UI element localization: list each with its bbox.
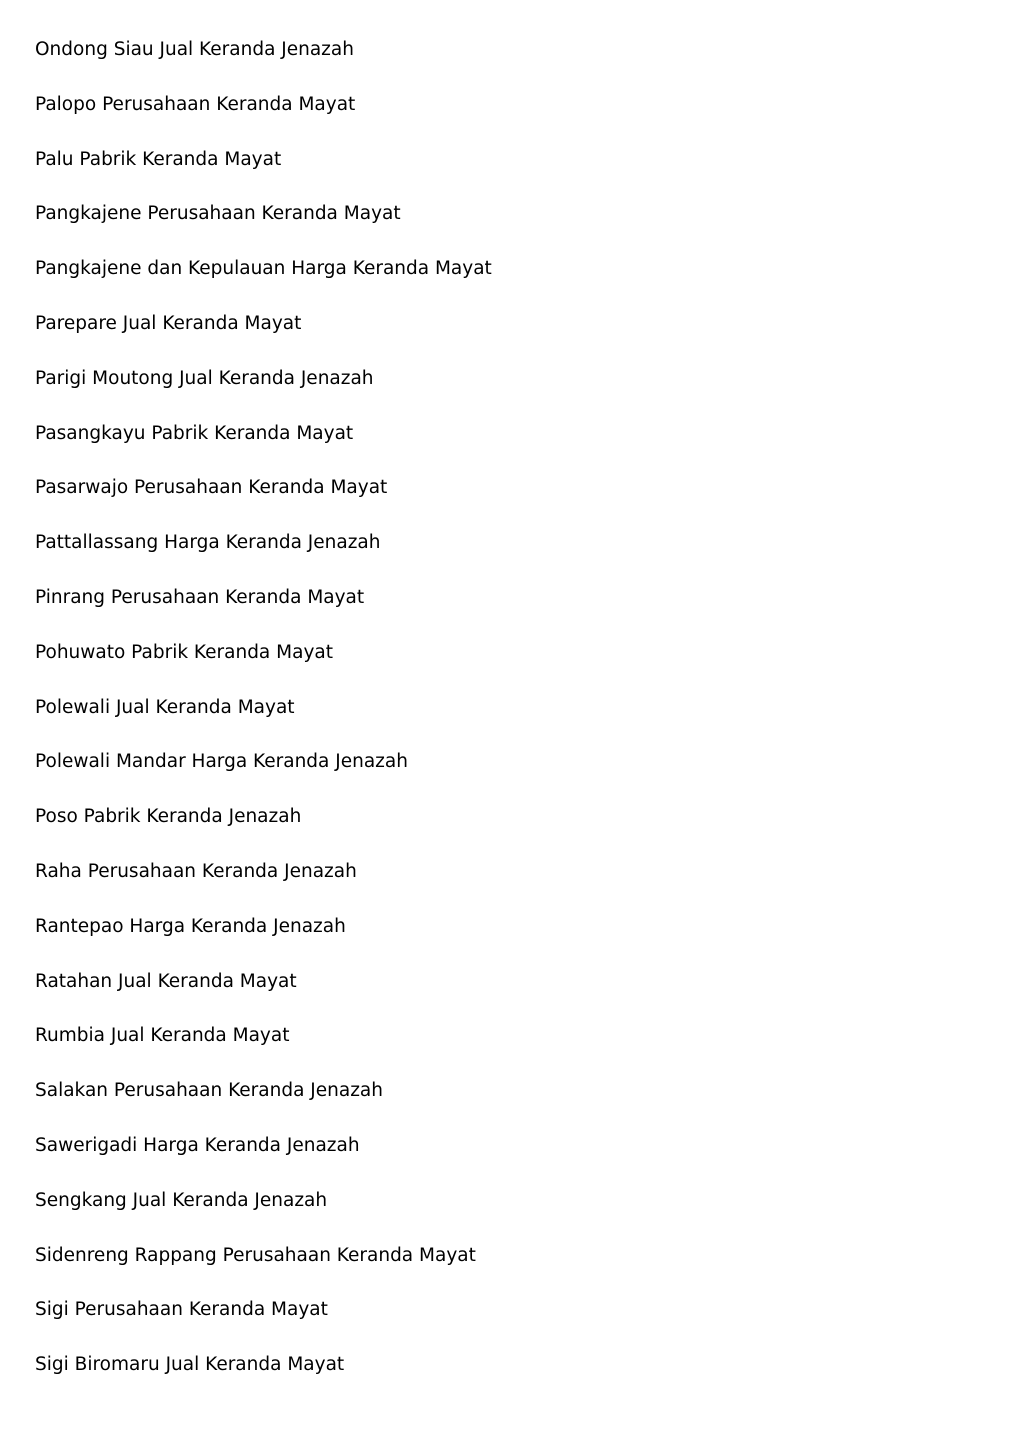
list-item: Ratahan Jual Keranda Mayat: [35, 970, 297, 992]
list-item: Palopo Perusahaan Keranda Mayat: [35, 93, 356, 115]
list-item: Polewali Mandar Harga Keranda Jenazah: [35, 751, 408, 773]
list-item: Pangkajene dan Kepulauan Harga Keranda Mayat: [35, 258, 492, 280]
list-item: Poso Pabrik Keranda Jenazah: [35, 806, 302, 828]
list-item: Salakan Perusahaan Keranda Jenazah: [35, 1080, 383, 1102]
list-item: Pattallassang Harga Keranda Jenazah: [35, 532, 381, 554]
list-item: Parepare Jual Keranda Mayat: [35, 312, 302, 334]
list-item: Rantepao Harga Keranda Jenazah: [35, 915, 346, 937]
list-item: Parigi Moutong Jual Keranda Jenazah: [35, 367, 374, 389]
list-item: Sigi Biromaru Jual Keranda Mayat: [35, 1354, 345, 1376]
list-item: Palu Pabrik Keranda Mayat: [35, 148, 282, 170]
list-item: Pohuwato Pabrik Keranda Mayat: [35, 641, 333, 663]
list-item: Sidenreng Rappang Perusahaan Keranda Mayat: [35, 1244, 476, 1266]
list-item: Polewali Jual Keranda Mayat: [35, 696, 295, 718]
list-item: Sigi Perusahaan Keranda Mayat: [35, 1299, 328, 1321]
list-item: Pinrang Perusahaan Keranda Mayat: [35, 586, 365, 608]
list-item: Ondong Siau Jual Keranda Jenazah: [35, 39, 354, 60]
entry-list: [35, 37, 935, 1407]
list-item: Pasarwajo Perusahaan Keranda Mayat: [35, 477, 388, 499]
list-item: Pangkajene Perusahaan Keranda Mayat: [35, 203, 401, 225]
list-item: Raha Perusahaan Keranda Jenazah: [35, 860, 357, 882]
list-item: Pasangkayu Pabrik Keranda Mayat: [35, 422, 354, 444]
list-item: Rumbia Jual Keranda Mayat: [35, 1025, 290, 1047]
list-item: Sawerigadi Harga Keranda Jenazah: [35, 1134, 360, 1156]
list-item: Sengkang Jual Keranda Jenazah: [35, 1189, 328, 1211]
